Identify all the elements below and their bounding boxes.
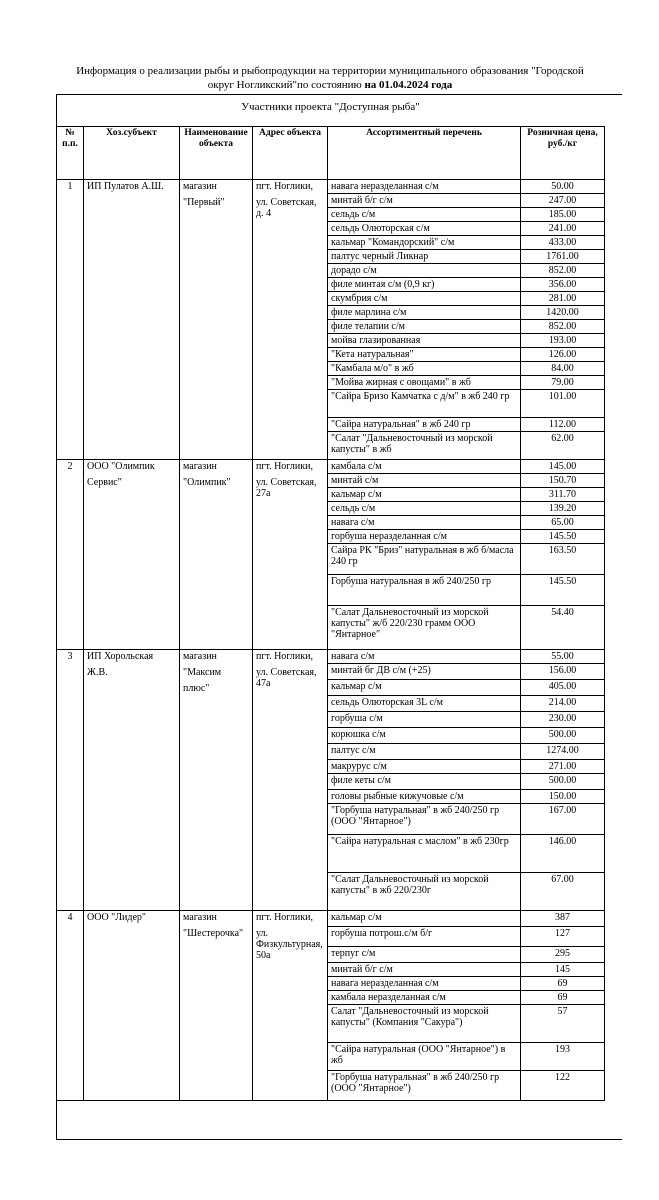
- cell-item-name: "Сайра натуральная" в жб 240 гр: [328, 418, 521, 432]
- cell-item-name: макрурус с/м: [328, 760, 521, 774]
- cell-object: [180, 180, 253, 460]
- cell-item-price: 112.00: [521, 418, 605, 432]
- cell-item-name: навага неразделанная с/м: [328, 180, 521, 194]
- cell-item-price: 247.00: [521, 194, 605, 208]
- cell-address-line: ул. Советская, 27а: [256, 477, 317, 499]
- cell-item-price: 150.00: [521, 790, 605, 804]
- cell-item-name: "Камбала м/о" в жб: [328, 362, 521, 376]
- cell-address: [253, 650, 328, 911]
- cell-item-name: филе минтая с/м (0,9 кг): [328, 278, 521, 292]
- cell-item-name: дорадо с/м: [328, 264, 521, 278]
- header-num: № п.п.: [57, 127, 84, 180]
- cell-subject-line: ИП Пулатов А.Ш.: [87, 181, 164, 192]
- cell-object-line: "Шестерочка": [183, 928, 244, 939]
- cell-item-price: 1274.00: [521, 744, 605, 760]
- cell-item-name: палтус черный Ликнар: [328, 250, 521, 264]
- cell-subject: [84, 650, 180, 911]
- table-row: [57, 650, 605, 664]
- cell-item-price: 65.00: [521, 516, 605, 530]
- title-line-1: Информация о реализации рыбы и рыбопродукции на территории муниципального образования "Городской: [76, 65, 584, 77]
- cell-item-name: камбала с/м: [328, 460, 521, 474]
- cell-subject-line: ООО "Олимпик: [87, 461, 155, 472]
- header-price: Розничная цена, руб./кг: [521, 127, 605, 180]
- cell-item-price: 145: [521, 963, 605, 977]
- cell-item-price: 146.00: [521, 835, 605, 873]
- cell-subject-line: ООО "Лидер": [87, 912, 146, 923]
- cell-address-line: ул. Советская, 47а: [256, 667, 317, 689]
- cell-item-name: кальмар с/м: [328, 680, 521, 696]
- header-object: Наименование объекта: [180, 127, 253, 180]
- cell-subject: [84, 911, 180, 1101]
- cell-address-line: пгт. Ноглики,: [256, 912, 313, 923]
- title-line-2: округ Ногликский"по состоянию на 01.04.2024 года: [207, 79, 453, 91]
- cell-object-line: "Максим: [183, 667, 222, 678]
- cell-item-name: "Горбуша натуральная" в жб 240/250 гр (ООО "Янтарное"): [328, 1071, 521, 1101]
- cell-item-name: филе телапии с/м: [328, 320, 521, 334]
- cell-item-name: корюшка с/м: [328, 728, 521, 744]
- project-banner: Участники проекта "Доступная рыба": [241, 101, 420, 113]
- cell-item-price: 54.40: [521, 606, 605, 650]
- cell-item-price: 500.00: [521, 728, 605, 744]
- cell-item-price: 295: [521, 947, 605, 963]
- cell-object: [180, 911, 253, 1101]
- cell-item-price: 271.00: [521, 760, 605, 774]
- cell-item-price: 139.20: [521, 502, 605, 516]
- cell-item-price: 79.00: [521, 376, 605, 390]
- cell-item-name: палтус с/м: [328, 744, 521, 760]
- cell-subject-line: Сервис": [87, 477, 122, 488]
- cell-object-line: "Олимпик": [183, 477, 231, 488]
- cell-item-name: минтай с/м: [328, 474, 521, 488]
- cell-item-price: 1761.00: [521, 250, 605, 264]
- cell-item-name: Салат "Дальневосточный из морской капусты" (Компания "Сакура"): [328, 1005, 521, 1043]
- document-title: [40, 64, 620, 92]
- cell-item-price: 281.00: [521, 292, 605, 306]
- fish-table: [56, 126, 605, 1101]
- cell-item-price: 387: [521, 911, 605, 927]
- cell-item-price: 145.00: [521, 460, 605, 474]
- cell-item-name: головы рыбные кижучовые с/м: [328, 790, 521, 804]
- cell-item-price: 1420.00: [521, 306, 605, 320]
- cell-item-price: 852.00: [521, 264, 605, 278]
- header-row: [57, 127, 605, 180]
- cell-item-name: камбала неразделанная с/м: [328, 991, 521, 1005]
- cell-item-name: кальмар с/м: [328, 911, 521, 927]
- cell-item-name: мойва глазированная: [328, 334, 521, 348]
- cell-object: [180, 650, 253, 911]
- cell-item-name: кальмар "Командорский" с/м: [328, 236, 521, 250]
- cell-address-line: пгт. Ноглики,: [256, 651, 313, 662]
- cell-address-line: ул. Физкультурная, 50а: [256, 928, 323, 961]
- cell-object-line: магазин: [183, 651, 217, 662]
- cell-item-price: 214.00: [521, 696, 605, 712]
- cell-item-name: минтай бг ДВ с/м (+25): [328, 664, 521, 680]
- cell-subject-line: Ж.В.: [87, 667, 108, 678]
- cell-subject: [84, 460, 180, 650]
- cell-object-line: плюс": [183, 683, 210, 694]
- cell-num: 1: [57, 180, 84, 460]
- cell-item-name: "Кета натуральная": [328, 348, 521, 362]
- table-row: [57, 911, 605, 927]
- cell-item-price: 500.00: [521, 774, 605, 790]
- cell-item-price: 145.50: [521, 575, 605, 606]
- cell-item-price: 127: [521, 927, 605, 947]
- cell-item-price: 167.00: [521, 804, 605, 835]
- cell-item-name: сельдь с/м: [328, 502, 521, 516]
- cell-item-price: 311.70: [521, 488, 605, 502]
- cell-item-name: горбуша потрош.с/м б/г: [328, 927, 521, 947]
- cell-object: [180, 460, 253, 650]
- cell-num: 4: [57, 911, 84, 1101]
- cell-item-price: 84.00: [521, 362, 605, 376]
- cell-object-line: магазин: [183, 181, 217, 192]
- cell-item-price: 57: [521, 1005, 605, 1043]
- title-date: на 01.04.2024 года: [364, 79, 453, 91]
- cell-item-name: сельдь Олюторская с/м: [328, 222, 521, 236]
- cell-item-name: горбуша неразделанная с/м: [328, 530, 521, 544]
- cell-item-name: "Салат Дальневосточный из морской капусты" в жб 220/230г: [328, 873, 521, 911]
- cell-item-name: "Салат Дальневосточный из морской капусты" ж/б 220/230 грамм ООО "Янтарное": [328, 606, 521, 650]
- cell-item-price: 852.00: [521, 320, 605, 334]
- cell-item-price: 163.50: [521, 544, 605, 575]
- cell-address: [253, 460, 328, 650]
- cell-item-price: 67.00: [521, 873, 605, 911]
- cell-item-price: 69: [521, 977, 605, 991]
- cell-object-line: "Первый": [183, 197, 225, 208]
- cell-item-price: 193: [521, 1043, 605, 1071]
- cell-subject: [84, 180, 180, 460]
- cell-item-price: 55.00: [521, 650, 605, 664]
- header-address: Адрес объекта: [253, 127, 328, 180]
- cell-address: [253, 911, 328, 1101]
- cell-item-price: 433.00: [521, 236, 605, 250]
- cell-item-price: 156.00: [521, 664, 605, 680]
- cell-item-price: 241.00: [521, 222, 605, 236]
- cell-num: 3: [57, 650, 84, 911]
- cell-item-name: "Салат "Дальневосточный из морской капусты" в жб: [328, 432, 521, 460]
- cell-item-name: филе марлина с/м: [328, 306, 521, 320]
- cell-item-name: сельдь с/м: [328, 208, 521, 222]
- cell-item-price: 185.00: [521, 208, 605, 222]
- header-subject: Хоз.субъект: [84, 127, 180, 180]
- cell-num: 2: [57, 460, 84, 650]
- cell-item-name: навага с/м: [328, 516, 521, 530]
- cell-item-name: кальмар с/м: [328, 488, 521, 502]
- cell-item-name: "Сайра натуральная с маслом" в жб 230гр: [328, 835, 521, 873]
- cell-item-price: 62.00: [521, 432, 605, 460]
- cell-address-line: ул. Советская, д. 4: [256, 197, 317, 219]
- cell-item-name: навага неразделанная с/м: [328, 977, 521, 991]
- cell-item-name: навага с/м: [328, 650, 521, 664]
- cell-item-name: сельдь Олюторская 3L с/м: [328, 696, 521, 712]
- cell-object-line: магазин: [183, 461, 217, 472]
- cell-item-name: Сайра РК "Бриз" натуральная в жб б/масла 240 гр: [328, 544, 521, 575]
- table-row: [57, 460, 605, 474]
- cell-object-line: магазин: [183, 912, 217, 923]
- cell-item-name: филе кеты с/м: [328, 774, 521, 790]
- cell-item-name: "Горбуша натуральная" в жб 240/250 гр (ООО "Янтарное"): [328, 804, 521, 835]
- cell-item-price: 126.00: [521, 348, 605, 362]
- cell-item-price: 193.00: [521, 334, 605, 348]
- header-assortment: Ассортиментный перечень: [328, 127, 521, 180]
- cell-subject-line: ИП Хорольская: [87, 651, 154, 662]
- cell-item-name: минтай б/г с/м: [328, 194, 521, 208]
- cell-item-price: 405.00: [521, 680, 605, 696]
- cell-item-price: 69: [521, 991, 605, 1005]
- cell-address-line: пгт. Ноглики,: [256, 461, 313, 472]
- cell-item-name: терпуг с/м: [328, 947, 521, 963]
- cell-item-price: 101.00: [521, 390, 605, 418]
- cell-item-price: 145.50: [521, 530, 605, 544]
- cell-item-name: "Сайра натуральная (ООО "Янтарное") в жб: [328, 1043, 521, 1071]
- cell-item-name: горбуша с/м: [328, 712, 521, 728]
- cell-item-name: Горбуша натуральная в жб 240/250 гр: [328, 575, 521, 606]
- cell-address-line: пгт. Ноглики,: [256, 181, 313, 192]
- cell-item-price: 356.00: [521, 278, 605, 292]
- cell-item-price: 150.70: [521, 474, 605, 488]
- cell-item-price: 122: [521, 1071, 605, 1101]
- table-row: [57, 180, 605, 194]
- cell-item-name: минтай б/г с/м: [328, 963, 521, 977]
- cell-item-name: скумбрия с/м: [328, 292, 521, 306]
- cell-item-name: "Мойва жирная с овощами" в жб: [328, 376, 521, 390]
- cell-item-price: 230.00: [521, 712, 605, 728]
- cell-item-name: "Сайра Бризо Камчатка с д/м" в жб 240 гр: [328, 390, 521, 418]
- cell-item-price: 50.00: [521, 180, 605, 194]
- cell-address: [253, 180, 328, 460]
